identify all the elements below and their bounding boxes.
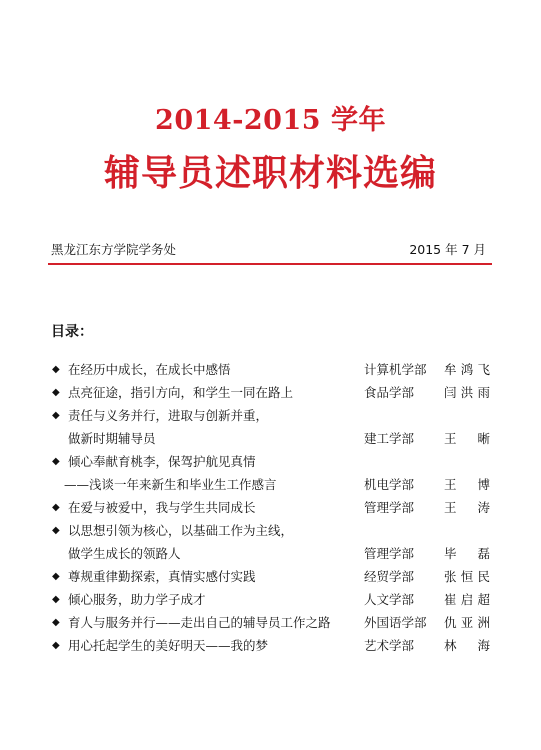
toc-entry-author: 毕磊 bbox=[444, 546, 490, 561]
toc-entry-line bbox=[0, 565, 541, 588]
document-title-year: 2014-2015 学年 bbox=[155, 105, 386, 136]
toc-entry-title: 倾心服务，助力学子成才 bbox=[68, 592, 206, 607]
toc-entry-department: 建工学部 bbox=[364, 431, 415, 446]
toc-entry-line bbox=[0, 473, 541, 496]
diamond-bullet-icon: ◆ bbox=[52, 594, 60, 605]
toc-entry-line bbox=[0, 611, 541, 634]
toc-entry-department: 管理学部 bbox=[364, 500, 415, 515]
toc-entry-department: 机电学部 bbox=[364, 477, 415, 492]
toc-entry-title: 做学生成长的领路人 bbox=[68, 546, 181, 561]
diamond-bullet-icon: ◆ bbox=[52, 617, 60, 628]
toc-entry-author: 王涛 bbox=[444, 500, 490, 515]
toc-entry-title: 育人与服务并行——走出自己的辅导员工作之路 bbox=[68, 615, 331, 630]
toc-entry-line bbox=[0, 450, 541, 473]
diamond-bullet-icon: ◆ bbox=[52, 387, 60, 398]
diamond-bullet-icon: ◆ bbox=[52, 456, 60, 467]
toc-entry-author: 张恒民 bbox=[444, 569, 490, 584]
organization-name: 黑龙江东方学院学务处 bbox=[51, 242, 177, 257]
toc-entry-line bbox=[0, 496, 541, 519]
toc-entry-line bbox=[0, 381, 541, 404]
diamond-bullet-icon: ◆ bbox=[52, 364, 60, 375]
toc-entry-title: 在爱与被爱中，我与学生共同成长 bbox=[68, 500, 256, 515]
toc-entry-line bbox=[0, 588, 541, 611]
toc-entry-line bbox=[0, 634, 541, 657]
toc-entry-author: 闫洪雨 bbox=[444, 385, 490, 400]
toc-entry-author: 林海 bbox=[444, 638, 490, 653]
toc-entry-department: 计算机学部 bbox=[364, 362, 427, 377]
diamond-bullet-icon: ◆ bbox=[52, 525, 60, 536]
toc-entry-department: 人文学部 bbox=[364, 592, 415, 607]
toc-entry-department: 外国语学部 bbox=[364, 615, 427, 630]
toc-heading: 目录： bbox=[51, 324, 93, 340]
toc-entry-department: 经贸学部 bbox=[364, 569, 415, 584]
toc-entry-line bbox=[0, 427, 541, 450]
toc-entry-title: 以思想引领为核心，以基础工作为主线， bbox=[68, 523, 294, 538]
toc-entry-author: 牟鸿飞 bbox=[444, 362, 490, 377]
toc-entry-title: 用心托起学生的美好明天——我的梦 bbox=[68, 638, 269, 653]
toc-entry-author: 仇亚洲 bbox=[444, 615, 490, 630]
header-divider bbox=[48, 263, 492, 265]
toc-entry-title: 倾心奉献育桃李，保驾护航见真情 bbox=[68, 454, 256, 469]
toc-entry-department: 食品学部 bbox=[364, 385, 415, 400]
toc-entry-author: 崔启超 bbox=[444, 592, 490, 607]
toc-entry-line bbox=[0, 542, 541, 565]
publication-date: 2015 年 7 月 bbox=[409, 242, 486, 257]
toc-entry-line bbox=[0, 519, 541, 542]
diamond-bullet-icon: ◆ bbox=[52, 502, 60, 513]
toc-entry-line bbox=[0, 404, 541, 427]
diamond-bullet-icon: ◆ bbox=[52, 571, 60, 582]
toc-entry-title: 在经历中成长，在成长中感悟 bbox=[68, 362, 231, 377]
toc-entry-title: 责任与义务并行，进取与创新并重， bbox=[68, 408, 269, 423]
diamond-bullet-icon: ◆ bbox=[52, 410, 60, 421]
toc-entry-department: 艺术学部 bbox=[364, 638, 415, 653]
toc-entry-title: 点亮征途，指引方向，和学生一同在路上 bbox=[68, 385, 294, 400]
toc-entry-title: 尊规重律勤探索，真情实感付实践 bbox=[68, 569, 256, 584]
toc-entry-author: 王晰 bbox=[444, 431, 490, 446]
toc-entry-line bbox=[0, 358, 541, 381]
toc-entry-title: ——浅谈一年来新生和毕业生工作感言 bbox=[64, 477, 277, 492]
toc-entry-title: 做新时期辅导员 bbox=[68, 431, 156, 446]
toc-entry-department: 管理学部 bbox=[364, 546, 415, 561]
diamond-bullet-icon: ◆ bbox=[52, 640, 60, 651]
table-of-contents bbox=[0, 358, 541, 657]
toc-entry-author: 王博 bbox=[444, 477, 490, 492]
document-title: 辅导员述职材料选编 bbox=[103, 152, 437, 194]
